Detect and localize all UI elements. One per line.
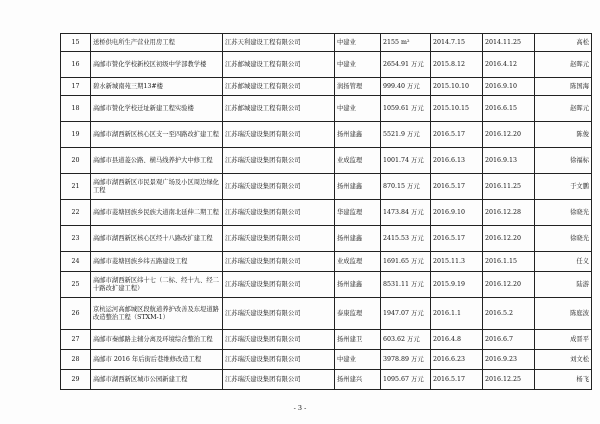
cell-company: 江苏瑞沃建设集团有限公司 bbox=[223, 330, 335, 350]
cell-role: 业成监理 bbox=[335, 252, 381, 272]
table-row bbox=[61, 226, 592, 252]
cell-start: 2014.7.15 bbox=[431, 34, 483, 52]
cell-start: 2015.9.19 bbox=[431, 272, 483, 298]
cell-end: 2016.5.2 bbox=[483, 298, 535, 330]
table-row bbox=[61, 330, 592, 350]
cell-manager: 赵晖元 bbox=[535, 96, 592, 122]
cell-size: 2155 m² bbox=[381, 34, 431, 52]
cell-size: 5521.9 万元 bbox=[381, 122, 431, 148]
cell-company: 江苏瑞沃建设集团有限公司 bbox=[223, 298, 335, 330]
cell-end: 2016.12.20 bbox=[483, 122, 535, 148]
cell-no: 18 bbox=[61, 96, 91, 122]
cell-end: 2016.6.7 bbox=[483, 330, 535, 350]
table-row bbox=[61, 78, 592, 96]
table-row bbox=[61, 52, 592, 78]
cell-end: 2016.6.15 bbox=[483, 96, 535, 122]
cell-size: 1947.07 万元 bbox=[381, 298, 431, 330]
cell-manager: 陆游 bbox=[535, 272, 592, 298]
cell-name: 送桥供电所生产营业用房工程 bbox=[91, 34, 223, 52]
cell-name: 碧水新城南苑三期13#楼 bbox=[91, 78, 223, 96]
cell-role: 扬州建卫 bbox=[335, 330, 381, 350]
cell-company: 江苏邮城建设工程有限公司 bbox=[223, 78, 335, 96]
cell-name: 高邮市菱塘回族乡民族大道南北延伸二期工程 bbox=[91, 200, 223, 226]
table-row bbox=[61, 252, 592, 272]
cell-company: 江苏瑞沃建设集团有限公司 bbox=[223, 272, 335, 298]
cell-manager: 徐福标 bbox=[535, 148, 592, 174]
cell-company: 江苏瑞沃建设集团有限公司 bbox=[223, 200, 335, 226]
cell-size: 1473.84 万元 bbox=[381, 200, 431, 226]
cell-role: 扬州建兴 bbox=[335, 370, 381, 390]
cell-no: 19 bbox=[61, 122, 91, 148]
table-row bbox=[61, 96, 592, 122]
cell-name: 高邮市县道菱公路、横马线养护大中修工程 bbox=[91, 148, 223, 174]
cell-name: 高邮市湖西新区市民景观广场及小区周边绿化工程 bbox=[91, 174, 223, 200]
cell-start: 2016.5.17 bbox=[431, 370, 483, 390]
cell-size: 1001.74 万元 bbox=[381, 148, 431, 174]
cell-start: 2016.9.10 bbox=[431, 200, 483, 226]
cell-start: 2016.5.17 bbox=[431, 122, 483, 148]
table-row bbox=[61, 148, 592, 174]
cell-manager: 徐晓光 bbox=[535, 200, 592, 226]
cell-manager: 于文鹏 bbox=[535, 174, 592, 200]
cell-size: 2654.91 万元 bbox=[381, 52, 431, 78]
cell-company: 江苏瑞沃建设集团有限公司 bbox=[223, 174, 335, 200]
cell-start: 2016.5.17 bbox=[431, 174, 483, 200]
cell-start: 2016.5.17 bbox=[431, 226, 483, 252]
cell-company: 江苏瑞沃建设集团有限公司 bbox=[223, 226, 335, 252]
cell-role: 扬州建鑫 bbox=[335, 174, 381, 200]
cell-name: 高邮市秦邮路主辅分离及环境综合整治工程 bbox=[91, 330, 223, 350]
cell-start: 2016.6.23 bbox=[431, 350, 483, 370]
cell-no: 23 bbox=[61, 226, 91, 252]
cell-end: 2016.12.25 bbox=[483, 370, 535, 390]
cell-company: 江苏瑞沃建设集团有限公司 bbox=[223, 370, 335, 390]
cell-end: 2016.9.10 bbox=[483, 78, 535, 96]
cell-name: 京杭运河高邮城区段航道养护改善及东堤道路改造整治工程（STXM-1） bbox=[91, 298, 223, 330]
cell-company: 江苏邮城建设工程有限公司 bbox=[223, 52, 335, 78]
table-row bbox=[61, 370, 592, 390]
cell-name: 高邮市湖西新区纬十七（二标、经十九、经二十路改扩建工程） bbox=[91, 272, 223, 298]
cell-company: 江苏天利建设工程有限公司 bbox=[223, 34, 335, 52]
cell-no: 24 bbox=[61, 252, 91, 272]
cell-company: 江苏瑞沃建设集团有限公司 bbox=[223, 122, 335, 148]
table-row bbox=[61, 298, 592, 330]
cell-size: 1691.65 万元 bbox=[381, 252, 431, 272]
cell-no: 28 bbox=[61, 350, 91, 370]
cell-manager: 高松 bbox=[535, 34, 592, 52]
cell-manager: 陈庭波 bbox=[535, 298, 592, 330]
cell-manager: 陈俊 bbox=[535, 122, 592, 148]
cell-name: 高邮市菱塘回族乡纬五路建设工程 bbox=[91, 252, 223, 272]
cell-role: 扬州建鑫 bbox=[335, 272, 381, 298]
cell-start: 2015.10.10 bbox=[431, 78, 483, 96]
cell-role: 泰康监理 bbox=[335, 298, 381, 330]
cell-role: 中建业 bbox=[335, 96, 381, 122]
table-row bbox=[61, 200, 592, 226]
cell-no: 21 bbox=[61, 174, 91, 200]
cell-size: 1095.67 万元 bbox=[381, 370, 431, 390]
project-table-body bbox=[61, 34, 592, 390]
cell-end: 2016.4.12 bbox=[483, 52, 535, 78]
cell-role: 润扬管理 bbox=[335, 78, 381, 96]
cell-size: 603.62 万元 bbox=[381, 330, 431, 350]
cell-start: 2015.8.12 bbox=[431, 52, 483, 78]
cell-end: 2016.12.28 bbox=[483, 200, 535, 226]
cell-company: 江苏瑞沃建设集团有限公司 bbox=[223, 252, 335, 272]
page-number: - 3 - bbox=[293, 404, 307, 412]
cell-manager: 杨飞 bbox=[535, 370, 592, 390]
cell-name: 高邮市赞化学校迁址新建工程实验楼 bbox=[91, 96, 223, 122]
table-row bbox=[61, 174, 592, 200]
cell-role: 扬州建鑫 bbox=[335, 226, 381, 252]
cell-name: 高邮市 2016 年后街后巷维修改造工程 bbox=[91, 350, 223, 370]
cell-start: 2015.10.15 bbox=[431, 96, 483, 122]
cell-no: 25 bbox=[61, 272, 91, 298]
cell-size: 8531.11 万元 bbox=[381, 272, 431, 298]
cell-no: 29 bbox=[61, 370, 91, 390]
project-table bbox=[60, 33, 592, 390]
cell-manager: 徐晓光 bbox=[535, 226, 592, 252]
cell-manager: 赵晖元 bbox=[535, 52, 592, 78]
cell-no: 26 bbox=[61, 298, 91, 330]
cell-start: 2016.1.1 bbox=[431, 298, 483, 330]
cell-role: 业成监理 bbox=[335, 148, 381, 174]
cell-start: 2016.4.8 bbox=[431, 330, 483, 350]
cell-name: 高邮市湖西新区核心区支一至四路改扩建工程 bbox=[91, 122, 223, 148]
table-row bbox=[61, 34, 592, 52]
cell-role: 中建业 bbox=[335, 34, 381, 52]
cell-end: 2016.11.25 bbox=[483, 174, 535, 200]
cell-start: 2015.11.3 bbox=[431, 252, 483, 272]
cell-role: 中建业 bbox=[335, 52, 381, 78]
cell-role: 华建监理 bbox=[335, 200, 381, 226]
cell-name: 高邮市赞化学校新校区初级中学部教学楼 bbox=[91, 52, 223, 78]
cell-end: 2016.1.15 bbox=[483, 252, 535, 272]
cell-manager: 刘文松 bbox=[535, 350, 592, 370]
cell-end: 2016.9.23 bbox=[483, 350, 535, 370]
cell-size: 870.15 万元 bbox=[381, 174, 431, 200]
cell-no: 20 bbox=[61, 148, 91, 174]
cell-no: 17 bbox=[61, 78, 91, 96]
cell-role: 扬州建鑫 bbox=[335, 122, 381, 148]
table-row bbox=[61, 122, 592, 148]
cell-no: 16 bbox=[61, 52, 91, 78]
cell-end: 2016.12.20 bbox=[483, 226, 535, 252]
cell-size: 999.40 万元 bbox=[381, 78, 431, 96]
cell-manager: 成晋平 bbox=[535, 330, 592, 350]
cell-company: 江苏邮城建设工程有限公司 bbox=[223, 96, 335, 122]
cell-end: 2014.11.25 bbox=[483, 34, 535, 52]
cell-company: 江苏瑞沃建设集团有限公司 bbox=[223, 148, 335, 174]
cell-company: 江苏瑞沃建设集团有限公司 bbox=[223, 350, 335, 370]
cell-size: 2415.53 万元 bbox=[381, 226, 431, 252]
cell-name: 高邮市湖西新区城市公园新建工程 bbox=[91, 370, 223, 390]
cell-end: 2016.12.20 bbox=[483, 272, 535, 298]
table-row bbox=[61, 350, 592, 370]
cell-start: 2016.6.13 bbox=[431, 148, 483, 174]
cell-size: 1059.61 万元 bbox=[381, 96, 431, 122]
cell-manager: 任义 bbox=[535, 252, 592, 272]
cell-end: 2016.9.13 bbox=[483, 148, 535, 174]
cell-size: 3978.89 万元 bbox=[381, 350, 431, 370]
table-row bbox=[61, 272, 592, 298]
cell-name: 高邮市湖西新区核心区经十八路改扩建工程 bbox=[91, 226, 223, 252]
cell-no: 15 bbox=[61, 34, 91, 52]
cell-no: 27 bbox=[61, 330, 91, 350]
cell-role: 中建业 bbox=[335, 350, 381, 370]
cell-no: 22 bbox=[61, 200, 91, 226]
cell-manager: 陈国海 bbox=[535, 78, 592, 96]
